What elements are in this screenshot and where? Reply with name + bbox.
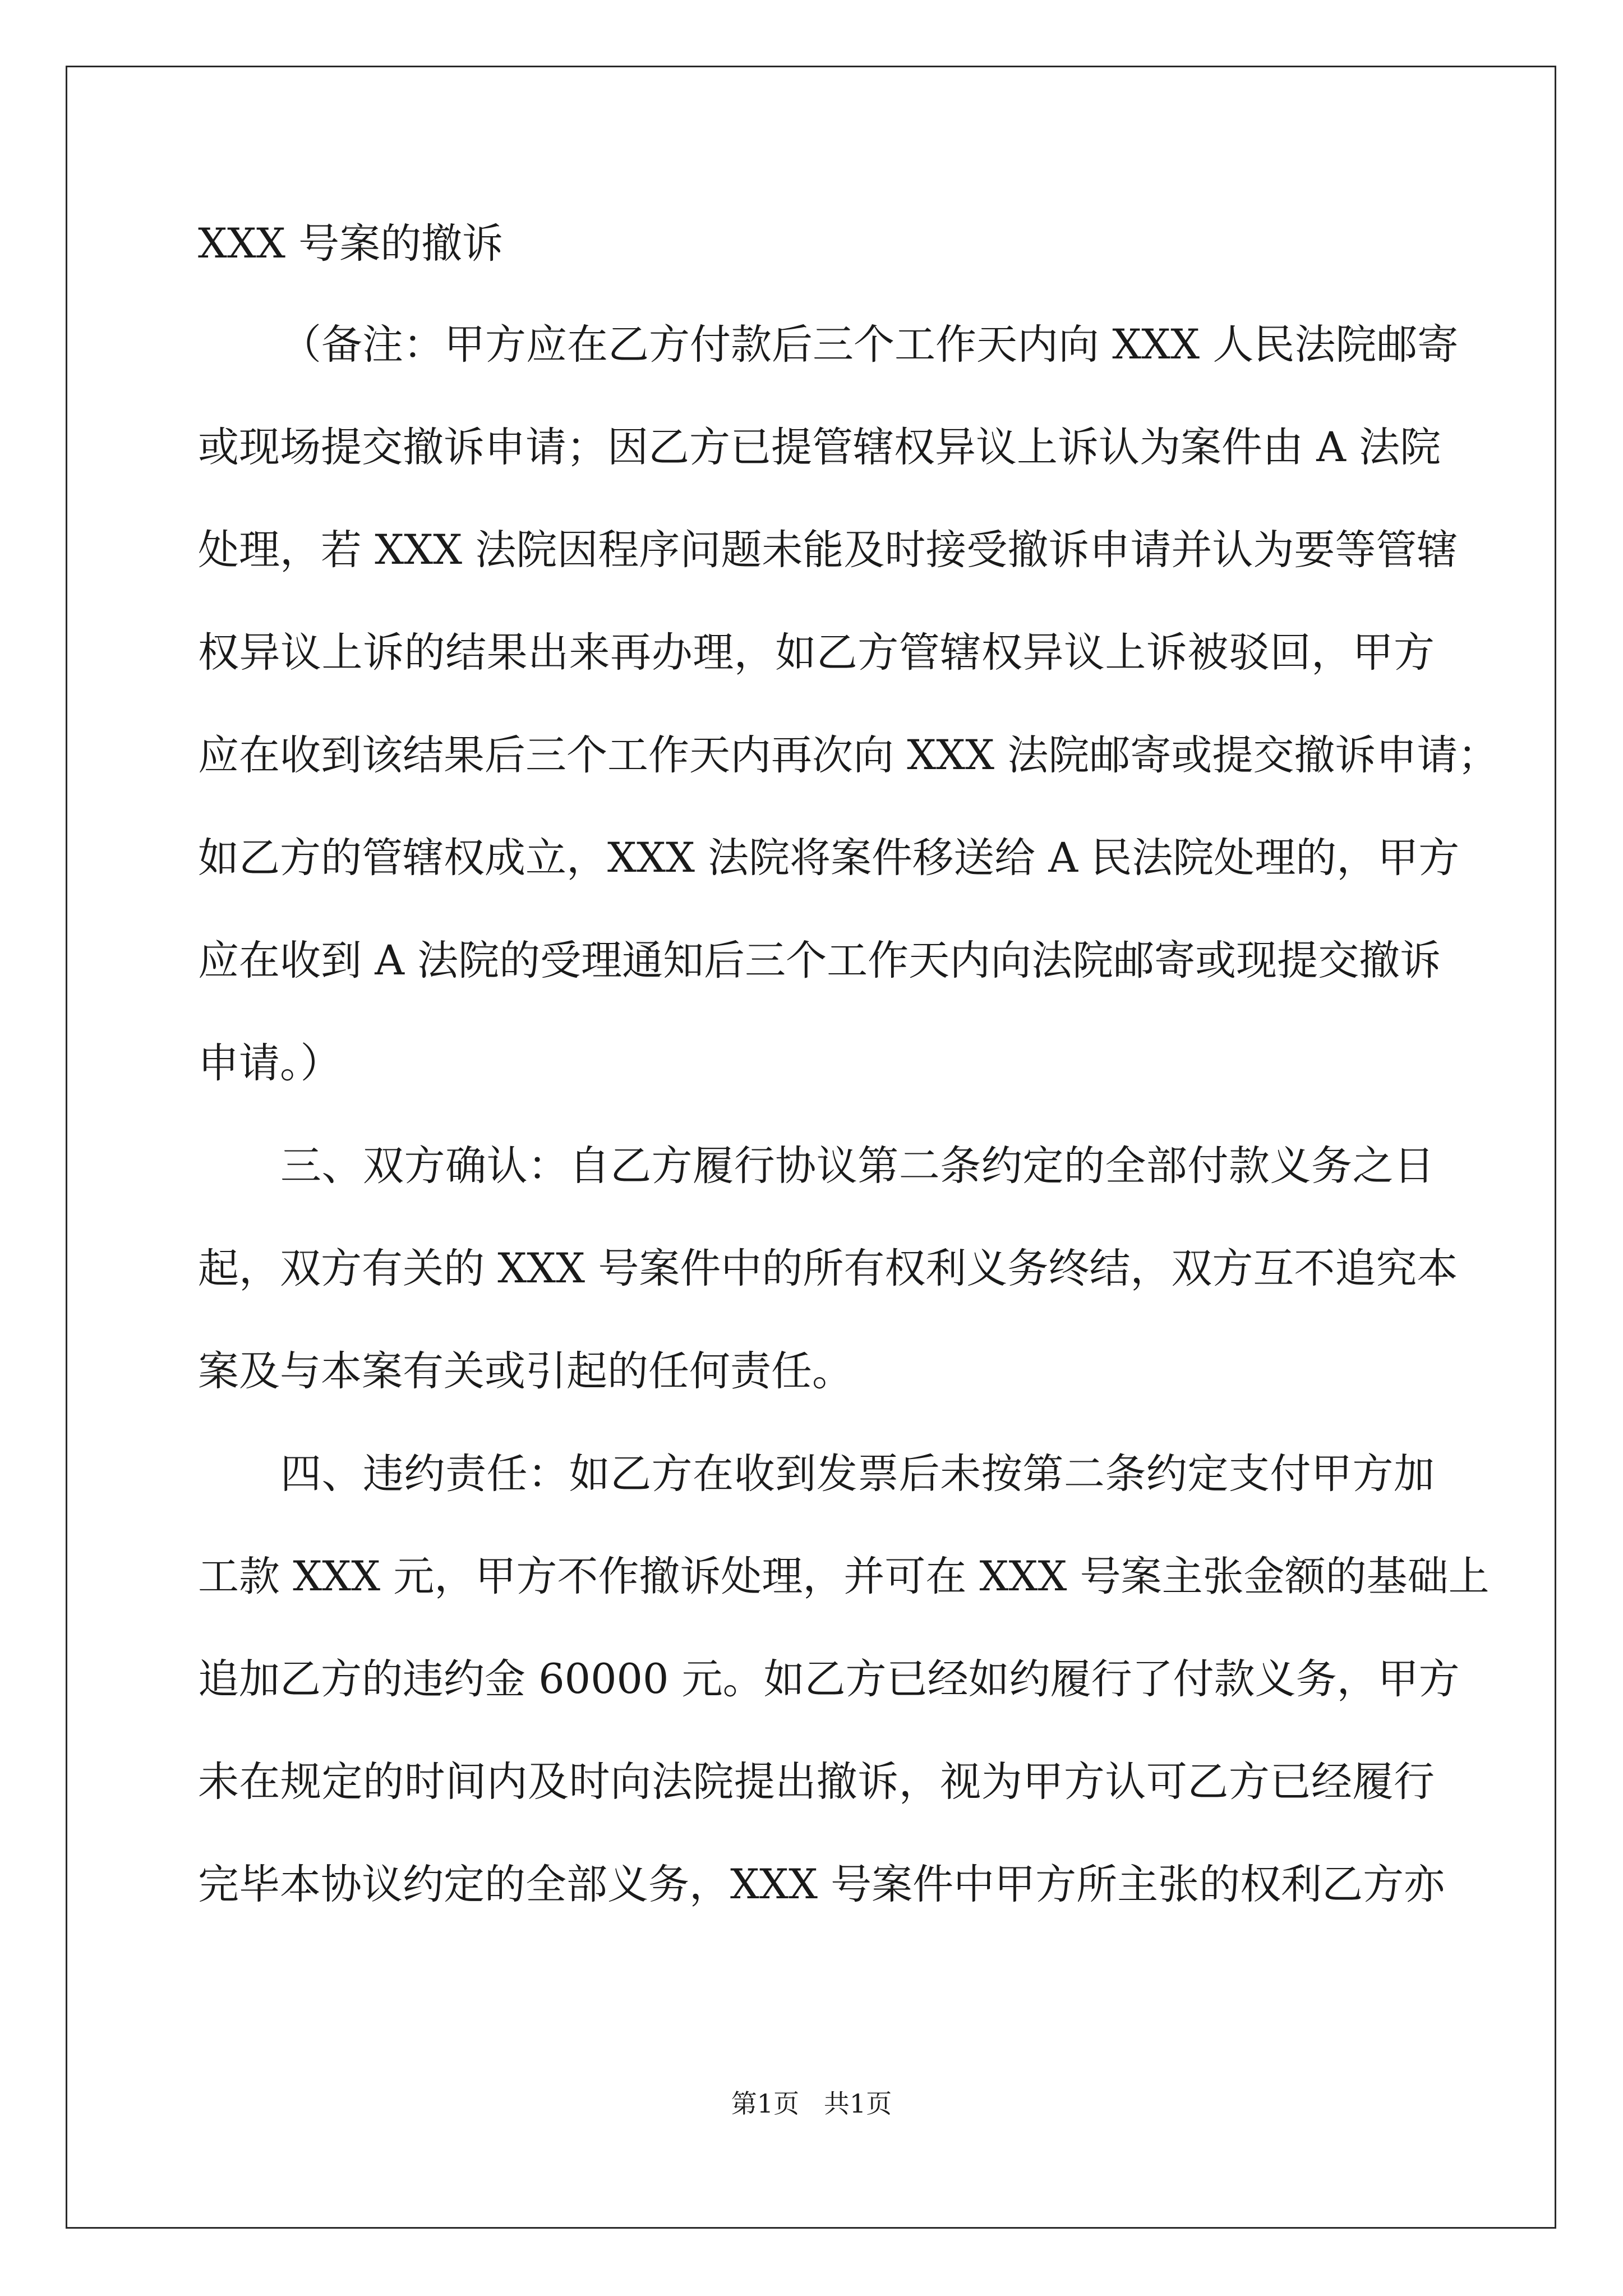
paragraph-note-line-3: 处理，若 XXX 法院因程序问题未能及时接受撤诉申请并认为要等管辖 xyxy=(198,526,1458,574)
paragraph-3-line-3: 案及与本案有关或引起的任何责任。 xyxy=(198,1347,853,1395)
paragraph-note-line-7: 应在收到 A 法院的受理通知后三个工作天内向法院邮寄或现提交撤诉 xyxy=(198,937,1441,984)
paragraph-4-line-3: 追加乙方的违约金 60000 元。如乙方已经如约履行了付款义务，甲方 xyxy=(198,1655,1460,1703)
paragraph-note-line-2: 或现场提交撤诉申请；因乙方已提管辖权异议上诉认为案件由 A 法院 xyxy=(198,424,1441,471)
page-footer: 第1页 共1页 xyxy=(731,2088,892,2119)
paragraph-4-line-1: 四、违约责任：如乙方在收到发票后未按第二条约定支付甲方加 xyxy=(280,1450,1435,1498)
paragraph-3-line-2: 起，双方有关的 XXX 号案件中的所有权利义务终结，双方互不追究本 xyxy=(198,1245,1458,1292)
paragraph-note-line-8: 申请。） xyxy=(198,1039,342,1087)
paragraph-3-line-1: 三、双方确认：自乙方履行协议第二条约定的全部付款义务之日 xyxy=(280,1142,1435,1190)
paragraph-4-line-5: 完毕本协议约定的全部义务，XXX 号案件中甲方所主张的权利乙方亦 xyxy=(198,1861,1445,1908)
paragraph-4-line-4: 未在规定的时间内及时向法院提出撤诉，视为甲方认可乙方已经履行 xyxy=(198,1758,1435,1806)
paragraph-note-line-6: 如乙方的管辖权成立，XXX 法院将案件移送给 A 民法院处理的，甲方 xyxy=(198,834,1460,882)
paragraph-note-line-1: （备注：甲方应在乙方付款后三个工作天内向 XXX 人民法院邮寄 xyxy=(280,321,1459,369)
paragraph-note-line-4: 权异议上诉的结果出来再办理，如乙方管辖权异议上诉被驳回，甲方 xyxy=(198,629,1435,677)
paragraph-4-line-2: 工款 XXX 元，甲方不作撤诉处理，并可在 XXX 号案主张金额的基础上 xyxy=(198,1553,1490,1600)
paragraph-note-line-5: 应在收到该结果后三个工作天内再次向 XXX 法院邮寄或提交撤诉申请； xyxy=(198,731,1499,779)
document-title: XXX 号案的撤诉 xyxy=(198,220,504,268)
